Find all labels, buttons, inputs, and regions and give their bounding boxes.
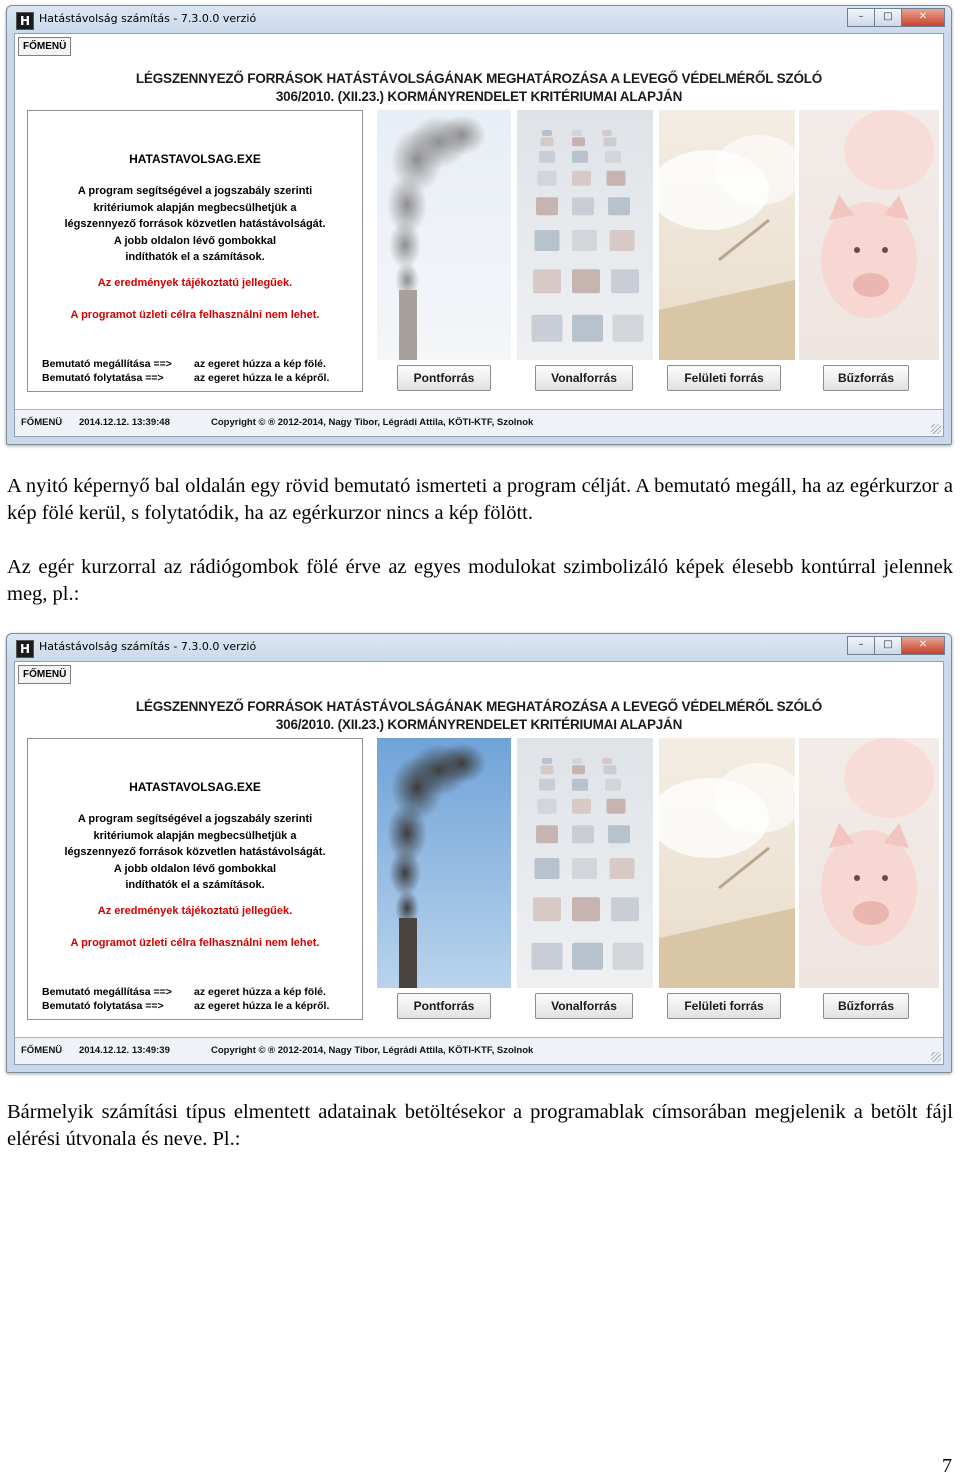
maximize-button[interactable]: □ [874, 8, 902, 27]
car-shape [542, 758, 552, 764]
main-menu-button[interactable]: FŐMENÜ [18, 665, 71, 684]
smokestack-image-art [377, 110, 511, 360]
demo-continue-label: Bemutató folytatása ==> [42, 372, 164, 384]
desc-line: A program segítségével a jogszabály szerinti [77, 813, 313, 825]
title-line-1: LÉGSZENNYEZŐ FORRÁSOK HATÁSTÁVOLSÁGÁNAK MEGHATÁROZÁSA A LEVEGŐ VÉDELMÉRŐL SZÓLÓ [135, 699, 823, 714]
maximize-button[interactable]: □ [874, 636, 902, 655]
car-shape [572, 943, 603, 970]
area-source-button[interactable]: Felületi forrás [667, 365, 781, 391]
smokestack-image[interactable] [377, 738, 511, 988]
status-bar [15, 409, 943, 436]
close-button[interactable]: ✕ [901, 8, 945, 27]
description [28, 811, 362, 894]
dust-image[interactable] [659, 738, 795, 988]
car-shape [607, 799, 626, 814]
car-shape [608, 197, 630, 215]
desc-line: légszennyező források közvetlen hatástávolságát. [64, 218, 326, 230]
car-shape [541, 765, 554, 774]
demo-text-panel[interactable] [27, 110, 363, 392]
car-shape [572, 171, 591, 186]
screenshot-demo-paused [6, 5, 952, 445]
title-line-2: 306/2010. (XII.23.) KORMÁNYRENDELET KRITÉRIUMAI ALAPJÁN [275, 717, 683, 732]
window-title: Hatástávolság számítás - 7.3.0.0 verzió [39, 640, 257, 653]
app-icon: H [16, 12, 34, 30]
car-shape [604, 137, 617, 146]
dust-image[interactable] [659, 110, 795, 360]
pigs-image-art [799, 110, 939, 360]
close-button[interactable]: ✕ [901, 636, 945, 655]
car-shape [539, 151, 555, 163]
app-icon: H [16, 640, 34, 658]
car-shape [605, 779, 621, 791]
car-shape [572, 858, 597, 879]
traffic-image-art [517, 110, 653, 360]
page-number: 7 [942, 1455, 952, 1477]
page-title [75, 70, 883, 106]
pigs-image[interactable] [799, 738, 939, 988]
desc-line: indíthatók el a számítások. [125, 251, 265, 263]
demo-stop-text: az egeret húzza a kép fölé. [194, 358, 326, 370]
paragraph-loaded-file: Bármelyik számítási típus elmentett adatainak betöltésekor a programablak címsorában megjelenik a betölt fájl elérési útvonala és neve. Pl.: [7, 1101, 953, 1150]
status-bar [15, 1037, 943, 1064]
area-source-button[interactable]: Felületi forrás [667, 993, 781, 1019]
car-shape [572, 130, 582, 136]
car-shape [604, 765, 617, 774]
title-bar[interactable] [7, 634, 951, 662]
warning-business: A programot üzleti célra felhasználni nem lehet. [70, 937, 320, 949]
smokestack-image[interactable] [377, 110, 511, 360]
client-area [14, 661, 944, 1065]
resize-grip[interactable] [931, 424, 941, 434]
car-shape [605, 151, 621, 163]
car-shape [572, 825, 594, 843]
car-shape [572, 315, 603, 342]
car-shape [542, 130, 552, 136]
car-shape [607, 171, 626, 186]
exe-name: HATASTAVOLSAG.EXE [129, 780, 261, 794]
car-shape [539, 779, 555, 791]
car-shape [611, 269, 639, 293]
smokestack-image-art [377, 738, 511, 988]
car-shape [572, 765, 585, 774]
car-shape [572, 269, 600, 293]
car-shape [532, 315, 563, 342]
pigs-image[interactable] [799, 110, 939, 360]
title-bar[interactable] [7, 6, 951, 34]
car-shape [536, 825, 558, 843]
dust-image-art [659, 738, 795, 988]
car-shape [572, 758, 582, 764]
desc-line: A program segítségével a jogszabály szerinti [77, 185, 313, 197]
car-shape [602, 130, 612, 136]
pigs-image-art [799, 738, 939, 988]
title-line-2: 306/2010. (XII.23.) KORMÁNYRENDELET KRITÉRIUMAI ALAPJÁN [275, 89, 683, 104]
desc-line: A jobb oldalon lévő gombokkal [113, 862, 277, 875]
car-shape [572, 897, 600, 921]
paragraph-radio-hover: Az egér kurzorral az rádiógombok fölé érve az egyes modulokat szimbolizáló képek élesebb kontúrral jelennek meg, pl.: [7, 556, 953, 605]
demo-continue-text: az egeret húzza le a képről. [194, 1000, 330, 1012]
car-shape [533, 269, 561, 293]
status-copyright: Copyright © ® 2012-2014, Nagy Tibor, Légrádi Attila, KÖTI-KTF, Szolnok [211, 1045, 534, 1056]
point-source-button[interactable]: Pontforrás [397, 365, 491, 391]
demo-continue-text: az egeret húzza le a képről. [194, 372, 330, 384]
status-copyright: Copyright © ® 2012-2014, Nagy Tibor, Légrádi Attila, KÖTI-KTF, Szolnok [211, 417, 534, 428]
car-shape [602, 758, 612, 764]
car-shape [608, 825, 630, 843]
car-shape [572, 137, 585, 146]
desc-line: légszennyező források közvetlen hatástávolságát. [64, 846, 326, 858]
odor-source-button[interactable]: Bűzforrás [823, 993, 909, 1019]
traffic-image-art [517, 738, 653, 988]
car-shape [541, 137, 554, 146]
desc-line: indíthatók el a számítások. [125, 879, 265, 891]
resize-grip[interactable] [931, 1052, 941, 1062]
warning-results: Az eredmények tájékoztatú jellegűek. [97, 905, 293, 917]
car-shape [538, 171, 557, 186]
demo-stop-label: Bemutató megállítása ==> [42, 358, 172, 370]
window-title: Hatástávolság számítás - 7.3.0.0 verzió [39, 12, 257, 25]
car-shape [535, 858, 560, 879]
car-shape [611, 897, 639, 921]
warning-business: A programot üzleti célra felhasználni nem lehet. [70, 309, 320, 321]
car-shape [610, 230, 635, 251]
app-window [6, 5, 952, 445]
demo-stop-label: Bemutató megállítása ==> [42, 986, 172, 998]
desc-line: A jobb oldalon lévő gombokkal [113, 234, 277, 247]
app-window [6, 633, 952, 1073]
paragraph-intro: A nyitó képernyő bal oldalán egy rövid bemutató ismerteti a program célját. A bemutató megáll, ha az egérkurzor a kép fölé kerül, s folytatódik, ha az egérkurzor nincs a kép fölött. [7, 475, 953, 524]
demo-stop-text: az egeret húzza a kép fölé. [194, 986, 326, 998]
car-shape [572, 230, 597, 251]
desc-line: kritériumok alapján megbecsülhetjük a [93, 201, 297, 214]
dust-image-art [659, 110, 795, 360]
demo-text-panel[interactable] [27, 738, 363, 1020]
car-shape [572, 779, 588, 791]
traffic-image[interactable] [517, 110, 653, 360]
demo-instructions [42, 357, 346, 385]
warning-results: Az eredmények tájékoztatú jellegűek. [97, 277, 293, 289]
line-source-button[interactable]: Vonalforrás [535, 365, 633, 391]
car-shape [613, 315, 644, 342]
car-shape [572, 151, 588, 163]
title-line-1: LÉGSZENNYEZŐ FORRÁSOK HATÁSTÁVOLSÁGÁNAK MEGHATÁROZÁSA A LEVEGŐ VÉDELMÉRŐL SZÓLÓ [135, 71, 823, 86]
description [28, 183, 362, 266]
line-source-button[interactable]: Vonalforrás [535, 993, 633, 1019]
status-menu[interactable]: FŐMENÜ [21, 1045, 63, 1056]
car-shape [536, 197, 558, 215]
client-area [14, 33, 944, 437]
page-title [75, 698, 883, 734]
desc-line: kritériumok alapján megbecsülhetjük a [93, 829, 297, 842]
exe-name: HATASTAVOLSAG.EXE [129, 152, 261, 166]
car-shape [610, 858, 635, 879]
minimize-button[interactable]: – [847, 636, 875, 655]
car-shape [572, 197, 594, 215]
demo-instructions [42, 985, 346, 1013]
demo-continue-label: Bemutató folytatása ==> [42, 1000, 164, 1012]
main-menu-button[interactable]: FŐMENÜ [18, 37, 71, 56]
traffic-image[interactable] [517, 738, 653, 988]
car-shape [535, 230, 560, 251]
status-menu[interactable]: FŐMENÜ [21, 417, 63, 428]
car-shape [533, 897, 561, 921]
minimize-button[interactable]: – [847, 8, 875, 27]
car-shape [532, 943, 563, 970]
status-datetime: 2014.12.12. 13:49:39 [79, 1045, 170, 1056]
screenshot-point-source-hover [6, 633, 952, 1073]
car-shape [572, 799, 591, 814]
car-shape [613, 943, 644, 970]
status-datetime: 2014.12.12. 13:39:48 [79, 417, 170, 428]
odor-source-button[interactable]: Bűzforrás [823, 365, 909, 391]
point-source-button[interactable]: Pontforrás [397, 993, 491, 1019]
car-shape [538, 799, 557, 814]
